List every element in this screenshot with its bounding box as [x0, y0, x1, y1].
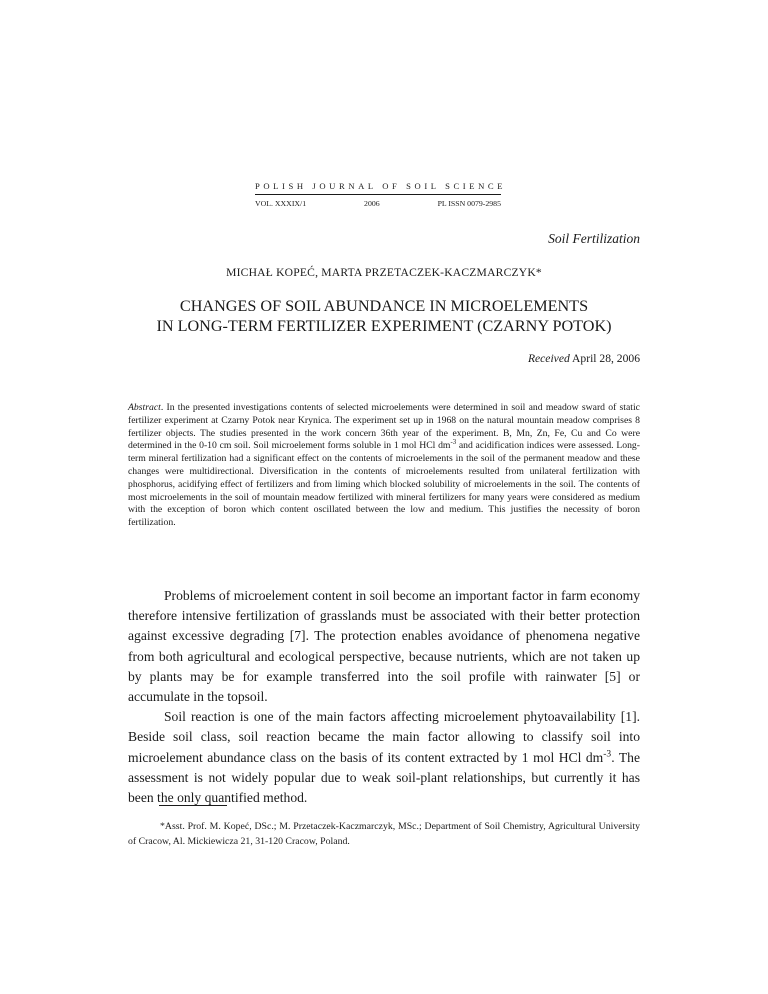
paragraph-2-text-b: . The assessment is not widely popular due to weak soil-plant relationships, but currently it has been the only quantified method.: [128, 749, 640, 806]
abstract: [128, 402, 640, 530]
title-line-2: IN LONG-TERM FERTILIZER EXPERIMENT (CZARNY POTOK): [156, 317, 612, 335]
year: 2006: [364, 199, 380, 208]
journal-name: POLISH JOURNAL OF SOIL SCIENCE: [255, 180, 501, 195]
paper-title: [0, 296, 768, 336]
volume: VOL. XXXIX/1: [255, 199, 307, 208]
abstract-text-b: and acidification indices were assessed. Long-term mineral fertilization had a significant effect on the contents of microelements in the soil of the permanent meadow and these changes were multidirectional. Diversification in the contents of microelements resulted from unilateral fertilization with phosphorus, acidifying effect of fertilizers and from liming which blocked solubility of microelements in the soil. The contents of most microelements in the soil of mountain meadow fertilized with mineral fertilizers for many years were considered as medium with the exception of boron which content oscillated between the low and medium. This justifies the necessity of boron fertilization.: [128, 440, 640, 529]
paragraph-2-sup: -3: [603, 749, 612, 760]
journal-masthead: [255, 180, 507, 209]
abstract-text-a: . In the presented investigations contents of selected microelements were determined in soil and meadow sward of static fertilizer experiment at Czarny Potok near Krynica. The experiment set up in 1968 on the natural mountain meadow comprises 8 fertilizer objects. The studies presented in the work concern 36th year of the experiment. B, Mn, Zn, Fe, Cu and Co were determined in the 0-10 cm soil. Soil microelement forms soluble in 1 mol HCl dm: [128, 402, 640, 452]
footnote-rule: [159, 805, 227, 806]
received-date: [528, 352, 640, 365]
title-line-1: CHANGES OF SOIL ABUNDANCE IN MICROELEMENTS: [179, 297, 589, 315]
body-text: [128, 586, 640, 808]
received-label: Received: [527, 352, 570, 365]
paragraph-2-text-a: Soil reaction is one of the main factors affecting microelement phytoavailability [1]. Beside soil class, soil reaction became the main factor allowing to classify soil into microelement abundance class on the basis of its content extracted by 1 mol HCl dm: [128, 709, 640, 765]
abstract-sup: -3: [450, 439, 457, 447]
paragraph-1: Problems of microelement content in soil become an important factor in farm economy therefore intensive fertilization of grasslands must be associated with their better protection against excessive degrading [7]. The protection enables avoidance of phenomena negative from both agricultural and ecological perspective, because nutrients, which are not taken up by plants may be for example transferred into the soil profile with rainwater [5] or accumulate in the topsoil.: [128, 588, 640, 705]
received-value: April 28, 2006: [572, 352, 640, 365]
paragraph-2: [128, 707, 640, 808]
footnote: *Asst. Prof. M. Kopeć, DSc.; M. Przetaczek-Kaczmarczyk, MSc.; Department of Soil Chemistry, Agricultural University of Cracow, Al. Mickiewicza 21, 31-120 Cracow, Poland.: [128, 821, 640, 847]
journal-meta: [255, 195, 501, 209]
issn: PL ISSN 0079-2985: [437, 199, 501, 208]
abstract-label: Abstract: [128, 402, 161, 413]
authors: MICHAŁ KOPEĆ, MARTA PRZETACZEK-KACZMARCZYK*: [226, 266, 542, 279]
section-label: Soil Fertilization: [548, 231, 640, 246]
